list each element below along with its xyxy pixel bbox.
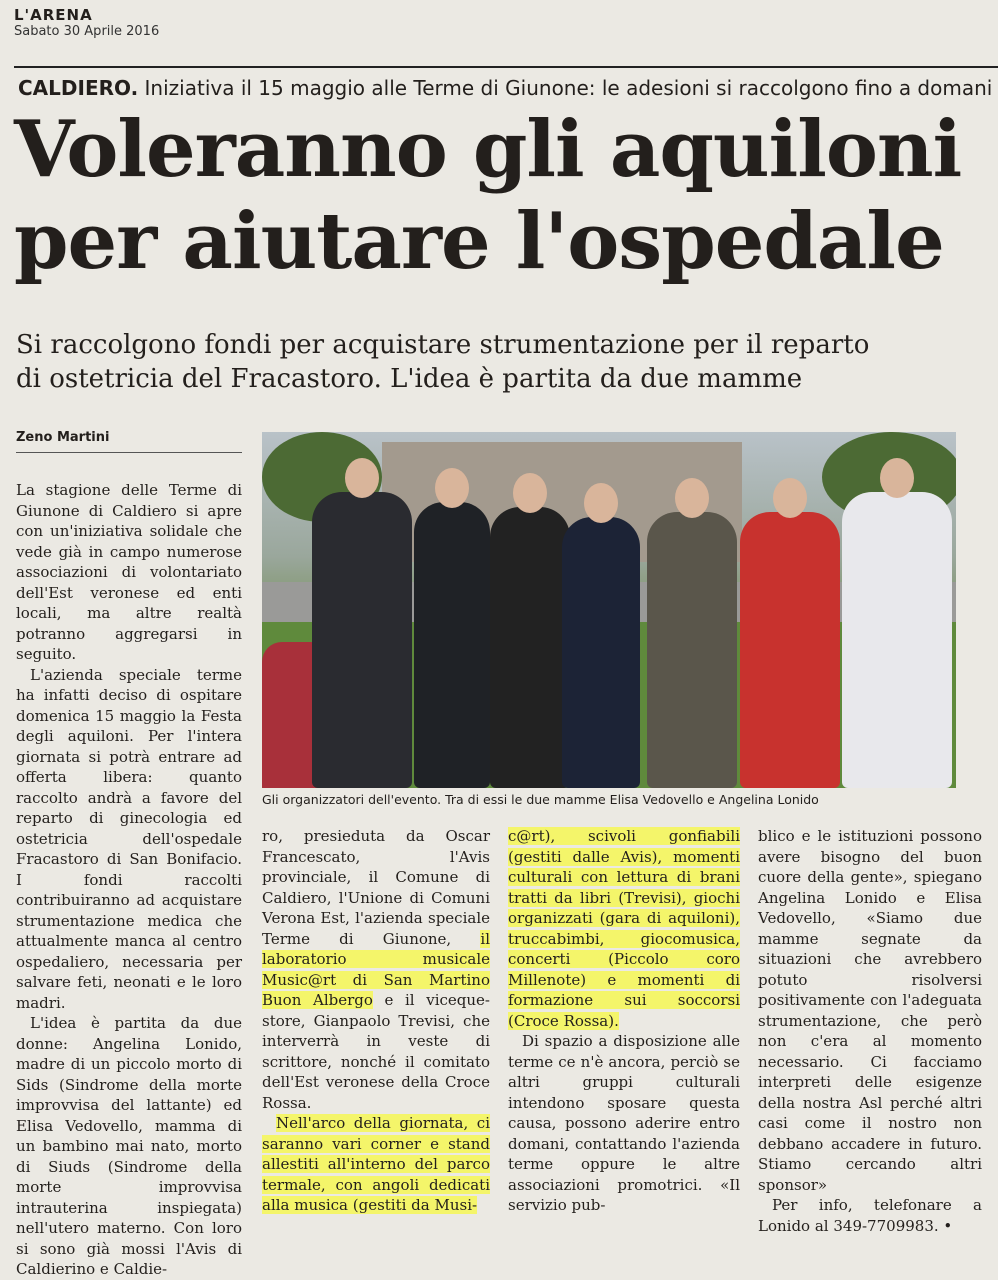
- paragraph: [262, 1113, 490, 1216]
- photo-person: [562, 517, 640, 788]
- subheadline: [16, 328, 976, 396]
- byline-rule: [16, 452, 242, 453]
- byline: Zeno Martini: [16, 430, 110, 445]
- kicker-text: Iniziativa il 15 maggio alle Terme di Giunone: le adesioni si raccolgono fino a domani: [144, 76, 993, 100]
- article-column-2: [262, 826, 490, 1216]
- paragraph: [508, 826, 740, 1031]
- photo-person: [312, 492, 412, 788]
- paragraph: Per info, telefonare a Lonido al 349-7709983. •: [758, 1196, 982, 1235]
- photo-caption: Gli organizzatori dell'evento. Tra di essi le due mamme Elisa Vedovello e Angelina Lonido: [262, 792, 819, 807]
- paragraph: blico e le istituzioni possono avere bisogno del buon cuore della gente», spiegano Angelina Lonido e Elisa Vedovello, «Siamo due mamme segnate da situazioni che avrebbero potuto risolversi positivamente con l'adeguata strumentazione, che però non c'era al momento necessario. Ci facciamo interpreti delle esigenze della nostra Asl perché altri casi come il nostro non debbano accadere in futuro. Stiamo cercando altri sponsor»: [758, 827, 982, 1194]
- masthead: [14, 6, 159, 39]
- newspaper-name: L'ARENA: [14, 6, 93, 24]
- photo-person: [842, 492, 952, 788]
- article-photo: [262, 432, 956, 788]
- photo-person: [490, 507, 570, 788]
- highlighted-text: il laboratorio musicale Music@rt di San Martino Buon Albergo: [262, 929, 490, 1009]
- headline: [14, 104, 994, 288]
- article-column-4: [758, 826, 982, 1236]
- highlighted-text: c@rt), scivoli gonfiabili (gestiti dalle Avis), momenti culturali con lettura di brani tratti da libri (Trevisi), giochi organizzati (gara di aquiloni), truccabimbi, giocomusica, concerti (Piccolo coro Millenote) e momenti di formazione sui soccorsi (Croce Rossa).: [508, 827, 740, 1030]
- paragraph: La stagione delle Terme di Giunone di Caldiero si apre con un'iniziativa solidale che vede già in campo numerose associazioni di volontariato dell'Est veronese ed enti locali, ma altre realtà potranno aggregarsi in seguito.: [16, 481, 242, 663]
- headline-line-2: per aiutare l'ospedale: [14, 196, 944, 287]
- paragraph: L'azienda speciale terme ha infatti deciso di ospitare domenica 15 maggio la Festa degli aquiloni. Per l'intera giornata si potrà entrare ad offerta libera: quanto raccolto andrà a favore del reparto di ginecologia ed ostetricia dell'ospedale Fracastoro di San Bonifacio. I fondi raccolti contribuiranno ad acquistare strumentazione medica che attualmente manca al centro ospedaliero, necessaria per salvare feti, neonati e le loro madri.: [16, 665, 242, 1012]
- subhead-line-1: Si raccolgono fondi per acquistare strumentazione per il reparto: [16, 330, 870, 360]
- headline-line-1: Voleranno gli aquiloni: [14, 104, 962, 195]
- paragraph: L'idea è partita da due donne: Angelina Lonido, madre di un piccolo morto di Sids (Sindrome della morte improvvisa del lattante) ed Elisa Vedovello, mamma di un bambino mai nato, morto di Siuds (Sindrome della morte improvvisa intrauterina inspiegata) nell'utero materno. Con loro si sono già mossi l'Avis di Caldierino e Caldie-: [16, 1014, 242, 1278]
- photo-person: [740, 512, 840, 788]
- kicker-place: CALDIERO.: [18, 76, 139, 100]
- article-column-3: [508, 826, 740, 1216]
- paragraph: Di spazio a disposizione alle terme ce n'è ancora, perciò se altri gruppi culturali intendono sposare questa causa, possono aderire entro domani, contattando l'azienda terme oppure le altre associazioni promotrici. «Il servizio pub-: [508, 1032, 740, 1214]
- text-run: e il viceque-store, Gianpaolo Trevisi, che interverrà in veste di scrittore, nonché il comitato dell'Est veronese della Croce Rossa.: [262, 991, 490, 1112]
- highlighted-text: Nell'arco della giornata, ci saranno vari corner e stand allestiti all'interno del parco termale, con angoli dedicati alla musica (gestiti da Musi-: [262, 1114, 490, 1214]
- kicker: [18, 76, 993, 100]
- photo-person: [414, 502, 490, 788]
- paragraph: [262, 826, 490, 1113]
- photo-person: [647, 512, 737, 788]
- subhead-line-2: di ostetricia del Fracastoro. L'idea è partita da due mamme: [16, 364, 803, 394]
- issue-date: Sabato 30 Aprile 2016: [14, 24, 160, 39]
- text-run: ro, presieduta da Oscar Francescato, l'Avis provinciale, il Comune di Caldiero, l'Unione di Comuni Verona Est, l'azienda speciale Terme di Giunone,: [262, 827, 490, 948]
- article-column-1: [16, 480, 242, 1280]
- header-rule: [14, 66, 998, 68]
